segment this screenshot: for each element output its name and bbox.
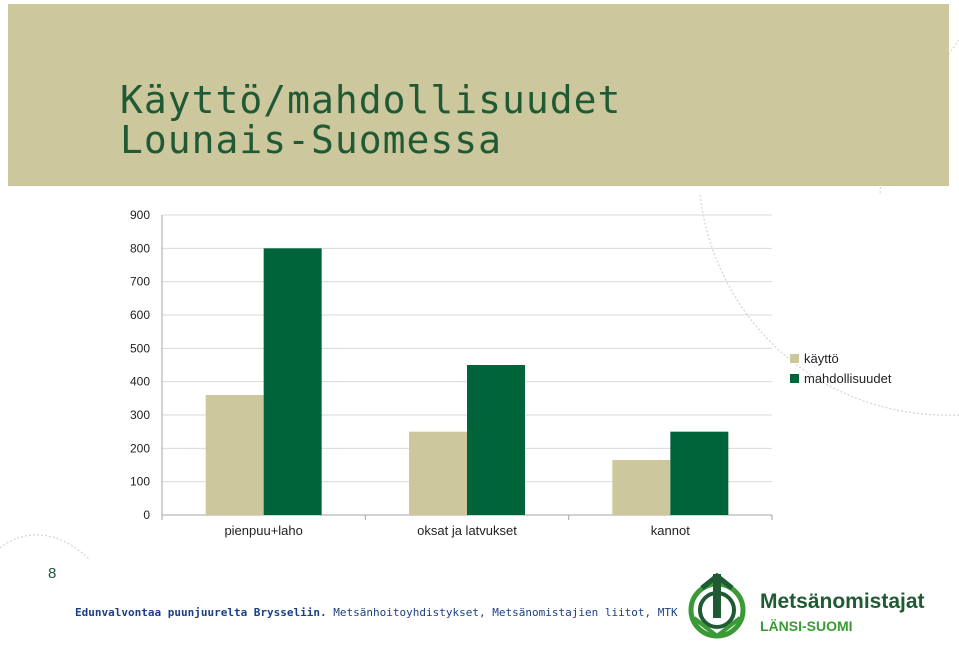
y-tick-label: 700 [129, 274, 150, 289]
logo-name: Metsänomistajat [760, 590, 925, 613]
footer-rest: Metsänhoitoyhdistykset, Metsänomistajien liitot, MTK [326, 606, 678, 619]
y-tick-label: 500 [129, 341, 150, 356]
slide-title [120, 80, 621, 160]
x-tick-label: oksat ja latvukset [417, 523, 517, 538]
title-line-2: Lounais-Suomessa [120, 118, 503, 162]
footer-text [75, 606, 678, 619]
y-tick-label: 300 [129, 408, 150, 422]
y-tick-label: 0 [143, 508, 150, 522]
bar-kaytto [409, 432, 467, 515]
y-tick-label: 600 [129, 308, 150, 322]
slide-number: 8 [48, 565, 57, 582]
y-tick-label: 100 [129, 474, 150, 489]
legend-swatch [790, 374, 799, 383]
y-tick-label: 800 [129, 241, 150, 256]
bar-chart [0, 195, 959, 550]
x-tick-label: kannot [650, 523, 690, 538]
y-tick-label: 200 [129, 441, 150, 456]
y-tick-label: 900 [129, 208, 150, 222]
bar-mahdollisuudet [467, 365, 525, 515]
legend-label: käyttö [804, 351, 839, 366]
bar-mahdollisuudet [264, 248, 322, 515]
x-tick-label: pienpuu+laho [224, 523, 303, 538]
legend-swatch [790, 354, 799, 363]
footer-bold: Edunvalvontaa puunjuurelta Brysseliin. [75, 606, 327, 619]
bar-mahdollisuudet [670, 432, 728, 515]
bar-kaytto [612, 460, 670, 515]
legend-label: mahdollisuudet [804, 371, 892, 386]
y-tick-label: 400 [129, 374, 150, 389]
logo-region: LÄNSI-SUOMI [760, 618, 853, 634]
logo-emblem-icon [686, 572, 748, 640]
bar-kaytto [206, 395, 264, 515]
title-line-1: Käyttö/mahdollisuudet [120, 78, 622, 122]
